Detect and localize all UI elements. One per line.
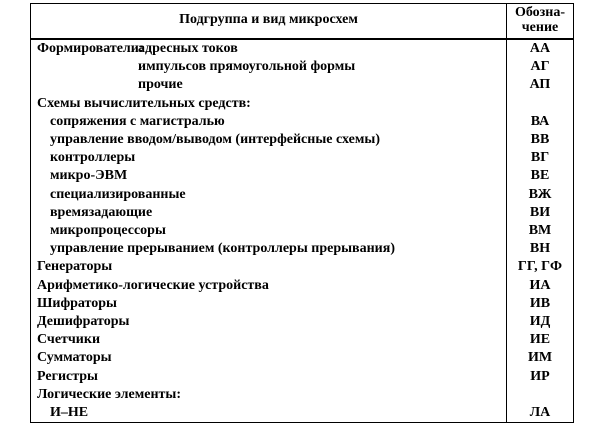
- code-cell: ИЕ: [507, 331, 574, 349]
- subgroup-cell: сопряжения с магистралью: [50, 113, 225, 129]
- code-cell: [507, 386, 574, 404]
- subgroup-cell: Шифраторы: [37, 295, 117, 311]
- group-label: Формирователи:: [37, 41, 144, 56]
- table-row: [31, 131, 574, 149]
- microcircuit-subgroup-table: [30, 3, 574, 423]
- subgroup-cell: специализированные: [50, 186, 186, 202]
- table-row: [31, 204, 574, 222]
- header-subgroup-column: Подгруппа и вид микросхем: [31, 4, 507, 40]
- code-cell: ИВ: [507, 295, 574, 313]
- code-cell: АП: [507, 76, 574, 94]
- subgroup-cell: Схемы вычислительных средств:: [37, 95, 251, 111]
- subgroup-cell: Регистры: [37, 368, 98, 384]
- table-row: [31, 240, 574, 258]
- table-row: [31, 76, 574, 94]
- table-row: [31, 313, 574, 331]
- code-cell: ИД: [507, 313, 574, 331]
- code-cell: ЛА: [507, 404, 574, 423]
- subgroup-cell: управление вводом/выводом (интерфейсные схемы): [50, 132, 380, 148]
- table-row: [31, 277, 574, 295]
- table-row: [31, 58, 574, 76]
- code-cell: ГГ, ГФ: [507, 258, 574, 276]
- subgroup-cell: Арифметико-логические устройства: [37, 277, 269, 293]
- table-row: [31, 258, 574, 276]
- table-row: [31, 95, 574, 113]
- header-row: [31, 4, 574, 40]
- subgroup-cell: Логические элементы:: [37, 386, 181, 402]
- code-cell: АГ: [507, 58, 574, 76]
- header-designation-column: [507, 4, 574, 40]
- subgroup-cell: контроллеры: [50, 150, 136, 166]
- code-cell: ИА: [507, 277, 574, 295]
- subgroup-cell: микропроцессоры: [50, 223, 166, 239]
- code-cell: ВЖ: [507, 186, 574, 204]
- code-cell: ИМ: [507, 349, 574, 367]
- table-row: [31, 404, 574, 423]
- subgroup-cell: Счетчики: [37, 332, 101, 348]
- table-row: [31, 149, 574, 167]
- row-text: адресных токов: [138, 41, 238, 56]
- table-row: [31, 295, 574, 313]
- code-cell: ИР: [507, 368, 574, 386]
- code-cell: ВИ: [507, 204, 574, 222]
- subgroup-cell: Дешифраторы: [37, 314, 130, 330]
- subgroup-cell: времязадающие: [50, 204, 153, 220]
- code-cell: ВМ: [507, 222, 574, 240]
- header-designation-line1: Обозна-: [514, 5, 566, 20]
- table-row: [31, 113, 574, 131]
- code-cell: ВА: [507, 113, 574, 131]
- code-cell: ВН: [507, 240, 574, 258]
- header-designation-line2: чение: [521, 19, 559, 35]
- subgroup-cell: микро-ЭВМ: [50, 168, 128, 184]
- subgroup-cell: Генераторы: [37, 259, 113, 275]
- code-cell: ВВ: [507, 131, 574, 149]
- table-row: [31, 331, 574, 349]
- code-cell: ВЕ: [507, 167, 574, 185]
- code-cell: ВГ: [507, 149, 574, 167]
- table-row: [31, 167, 574, 185]
- subgroup-cell: управление прерыванием (контроллеры прерывания): [50, 241, 395, 257]
- table-row: [31, 186, 574, 204]
- table-row: [31, 349, 574, 367]
- subgroup-cell: И–НЕ: [50, 405, 89, 421]
- subgroup-cell: импульсов прямоугольной формы: [138, 59, 356, 75]
- table-row: [31, 222, 574, 240]
- table-row: [31, 386, 574, 404]
- table-row: [31, 39, 574, 58]
- subgroup-cell: [31, 39, 507, 58]
- code-cell: АА: [507, 39, 574, 58]
- code-cell: [507, 95, 574, 113]
- subgroup-cell: прочие: [138, 77, 183, 93]
- table-row: [31, 368, 574, 386]
- subgroup-cell: Сумматоры: [37, 350, 112, 366]
